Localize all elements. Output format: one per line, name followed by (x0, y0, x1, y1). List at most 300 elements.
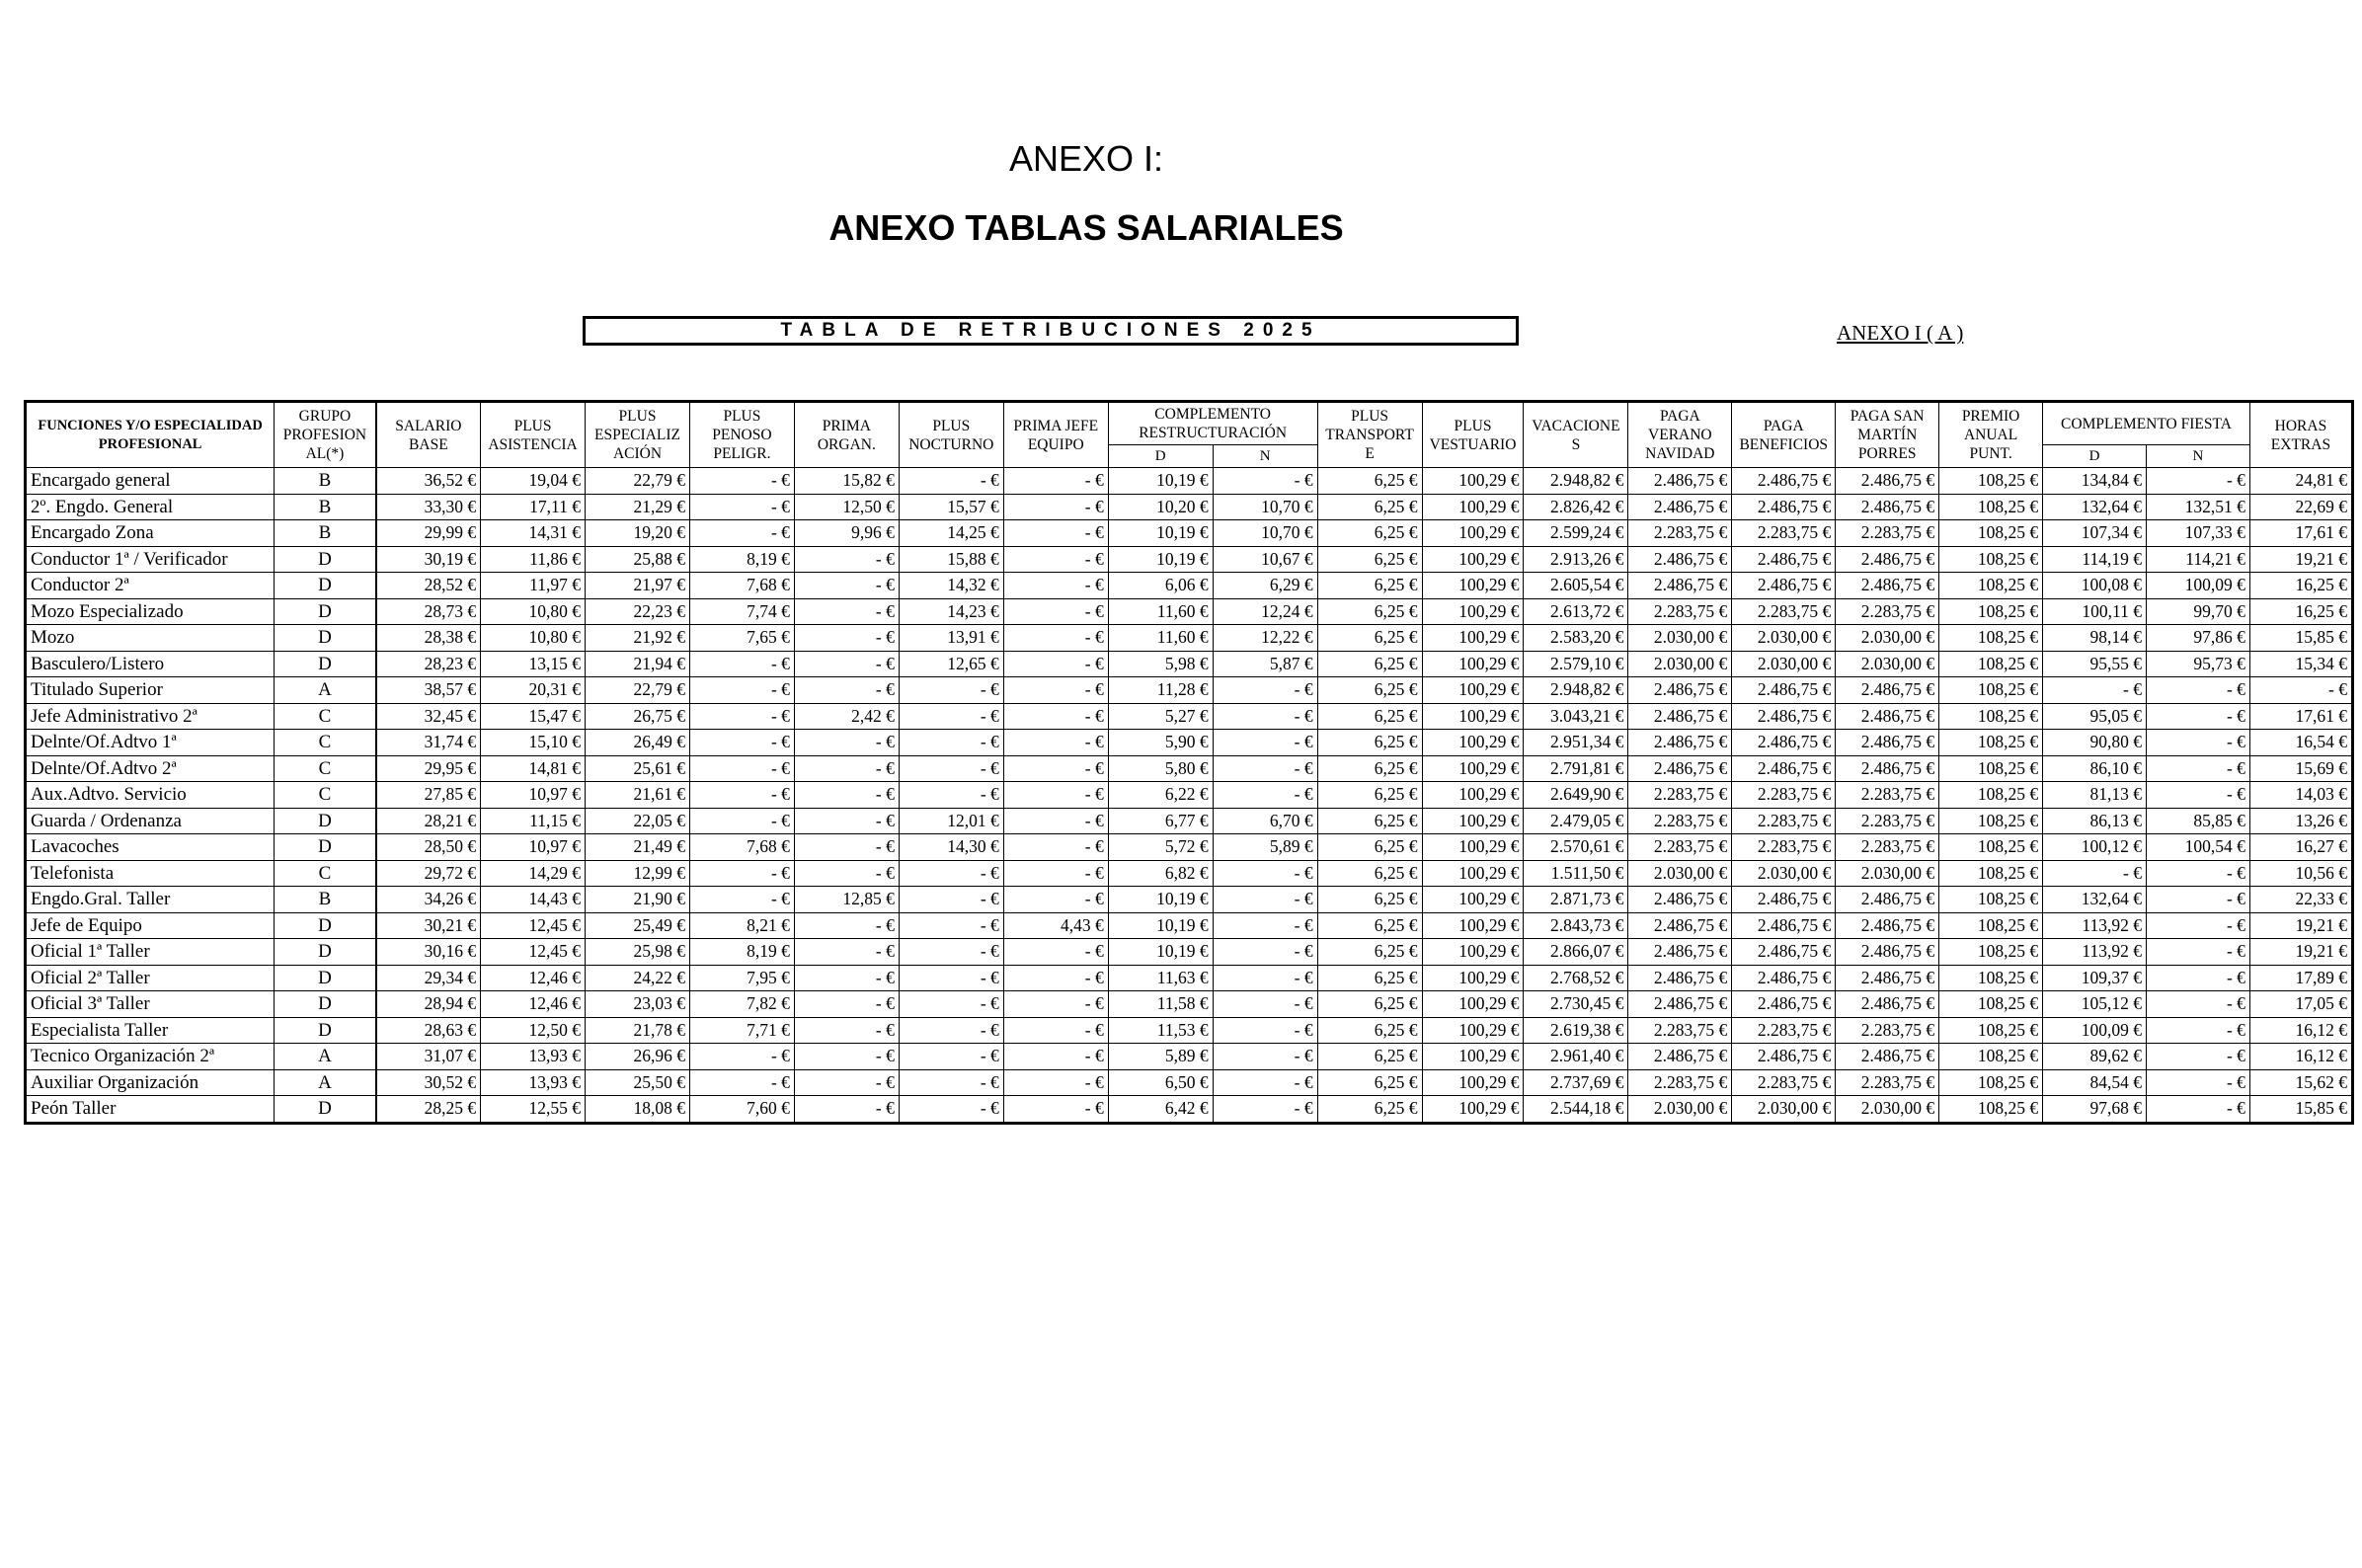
col-header-plus-vestuario: PLUS VESTUARIO (1422, 402, 1524, 468)
cell-value: 90,80 € (2043, 730, 2147, 756)
cell-value: 6,25 € (1317, 912, 1422, 939)
cell-value: - € (2146, 1044, 2249, 1070)
cell-value: 97,86 € (2146, 625, 2249, 652)
cell-value: 17,61 € (2249, 703, 2352, 730)
cell-value: 2.283,75 € (1836, 1017, 1939, 1044)
cell-grupo: D (275, 834, 376, 861)
cell-value: - € (2146, 965, 2249, 991)
table-row (26, 755, 2353, 782)
cell-value: 100,29 € (1422, 755, 1524, 782)
cell-value: 2.283,75 € (1628, 520, 1732, 547)
cell-value: 2.030,00 € (1836, 625, 1939, 652)
cell-value: - € (794, 625, 899, 652)
cell-value: 6,06 € (1108, 573, 1213, 599)
cell-value: 2.030,00 € (1628, 1096, 1732, 1124)
cell-value: 24,22 € (586, 965, 690, 991)
cell-value: 86,13 € (2043, 808, 2147, 834)
col-header-paga-beneficios: PAGA BENEFICIOS (1732, 402, 1836, 468)
cell-funcion: Peón Taller (26, 1096, 275, 1124)
col-header-plus-nocturno: PLUS NOCTURNO (899, 402, 1003, 468)
cell-value: 89,62 € (2043, 1044, 2147, 1070)
cell-value: 14,43 € (481, 887, 586, 913)
cell-value: 2.283,75 € (1732, 598, 1836, 625)
cell-value: 2.486,75 € (1628, 755, 1732, 782)
cell-value: - € (794, 651, 899, 677)
cell-value: 11,28 € (1108, 677, 1213, 704)
cell-grupo: B (275, 520, 376, 547)
cell-value: - € (2146, 468, 2249, 495)
col-header-complemento-restructuracion: COMPLEMENTO RESTRUCTURACIÓN (1108, 402, 1317, 445)
cell-value: 2.486,75 € (1836, 730, 1939, 756)
table-row (26, 703, 2353, 730)
table-title-box: TABLA DE RETRIBUCIONES 2025 (583, 316, 1519, 346)
cell-value: 108,25 € (1939, 598, 2043, 625)
cell-value: 2.486,75 € (1628, 887, 1732, 913)
cell-value: - € (2146, 782, 2249, 809)
cell-value: 13,93 € (481, 1069, 586, 1096)
cell-value: 108,25 € (1939, 834, 2043, 861)
cell-value: 2.579,10 € (1524, 651, 1628, 677)
cell-value: 100,54 € (2146, 834, 2249, 861)
cell-value: 108,25 € (1939, 755, 2043, 782)
cell-value: 100,29 € (1422, 1017, 1524, 1044)
cell-value: 16,25 € (2249, 573, 2352, 599)
cell-value: - € (1003, 1017, 1108, 1044)
cell-value: 2.486,75 € (1732, 1044, 1836, 1070)
cell-value: 100,29 € (1422, 651, 1524, 677)
cell-value: 108,25 € (1939, 860, 2043, 887)
cell-value: 6,42 € (1108, 1096, 1213, 1124)
cell-value: 5,89 € (1108, 1044, 1213, 1070)
cell-value: 6,25 € (1317, 520, 1422, 547)
cell-value: 15,85 € (2249, 1096, 2352, 1124)
cell-grupo: A (275, 1044, 376, 1070)
cell-value: - € (1003, 965, 1108, 991)
cell-value: - € (689, 755, 794, 782)
cell-value: 14,03 € (2249, 782, 2352, 809)
cell-value: 6,25 € (1317, 755, 1422, 782)
cell-value: 2.948,82 € (1524, 677, 1628, 704)
cell-grupo: D (275, 546, 376, 573)
cell-value: - € (1213, 887, 1317, 913)
cell-value: 21,97 € (586, 573, 690, 599)
cell-value: 100,11 € (2043, 598, 2147, 625)
cell-value: 2.486,75 € (1628, 494, 1732, 520)
cell-value: 22,79 € (586, 468, 690, 495)
col-header-plus-penoso: PLUS PENOSO PELIGR. (689, 402, 794, 468)
cell-funcion: Oficial 1ª Taller (26, 939, 275, 966)
cell-value: - € (1003, 808, 1108, 834)
cell-value: 21,61 € (586, 782, 690, 809)
cell-value: - € (689, 860, 794, 887)
cell-value: - € (2146, 703, 2249, 730)
cell-value: 12,46 € (481, 991, 586, 1018)
cell-value: 2.486,75 € (1628, 939, 1732, 966)
cell-value: 2.030,00 € (1732, 1096, 1836, 1124)
cell-value: 21,29 € (586, 494, 690, 520)
cell-funcion: Encargado general (26, 468, 275, 495)
cell-value: 2.730,45 € (1524, 991, 1628, 1018)
cell-value: 2.486,75 € (1732, 730, 1836, 756)
cell-value: 6,25 € (1317, 703, 1422, 730)
cell-value: 2.283,75 € (1836, 834, 1939, 861)
cell-value: - € (2146, 1096, 2249, 1124)
cell-value: - € (899, 1044, 1003, 1070)
cell-value: 2.283,75 € (1836, 598, 1939, 625)
cell-value: 30,19 € (376, 546, 481, 573)
cell-value: - € (2146, 755, 2249, 782)
cell-grupo: B (275, 887, 376, 913)
cell-value: 2.030,00 € (1628, 625, 1732, 652)
cell-value: - € (689, 703, 794, 730)
cell-value: 108,25 € (1939, 991, 2043, 1018)
cell-value: - € (1003, 782, 1108, 809)
cell-value: 22,79 € (586, 677, 690, 704)
table-row (26, 468, 2353, 495)
cell-value: - € (899, 730, 1003, 756)
cell-value: 2.030,00 € (1628, 860, 1732, 887)
cell-value: 108,25 € (1939, 1017, 2043, 1044)
cell-value: - € (2043, 677, 2147, 704)
cell-value: - € (899, 703, 1003, 730)
cell-value: 2.486,75 € (1732, 468, 1836, 495)
cell-value: 21,94 € (586, 651, 690, 677)
cell-value: 30,16 € (376, 939, 481, 966)
cell-value: 108,25 € (1939, 625, 2043, 652)
cell-value: 14,23 € (899, 598, 1003, 625)
cell-value: 5,87 € (1213, 651, 1317, 677)
cell-value: 2.486,75 € (1628, 677, 1732, 704)
cell-value: 25,61 € (586, 755, 690, 782)
cell-value: 12,45 € (481, 912, 586, 939)
cell-value: - € (2146, 1017, 2249, 1044)
cell-value: 5,72 € (1108, 834, 1213, 861)
cell-value: 108,25 € (1939, 782, 2043, 809)
cell-value: 29,72 € (376, 860, 481, 887)
cell-value: 6,25 € (1317, 651, 1422, 677)
cell-value: 10,80 € (481, 598, 586, 625)
cell-value: - € (794, 860, 899, 887)
cell-value: 85,85 € (2146, 808, 2249, 834)
cell-value: 15,10 € (481, 730, 586, 756)
cell-value: 100,09 € (2146, 573, 2249, 599)
cell-value: 21,78 € (586, 1017, 690, 1044)
cell-funcion: Titulado Superior (26, 677, 275, 704)
cell-value: - € (1003, 939, 1108, 966)
cell-value: 16,54 € (2249, 730, 2352, 756)
cell-value: 2.479,05 € (1524, 808, 1628, 834)
cell-value: 28,52 € (376, 573, 481, 599)
cell-value: 5,90 € (1108, 730, 1213, 756)
cell-value: 2.283,75 € (1732, 1069, 1836, 1096)
cell-value: 12,50 € (481, 1017, 586, 1044)
cell-value: - € (689, 808, 794, 834)
col-header-paga-verano-navidad: PAGA VERANO NAVIDAD (1628, 402, 1732, 468)
cell-value: - € (1213, 730, 1317, 756)
cell-value: 100,12 € (2043, 834, 2147, 861)
col-header-complemento-fiesta: COMPLEMENTO FIESTA (2043, 402, 2250, 445)
cell-value: - € (1003, 834, 1108, 861)
cell-value: 22,23 € (586, 598, 690, 625)
cell-value: 108,25 € (1939, 494, 2043, 520)
cell-value: 108,25 € (1939, 887, 2043, 913)
cell-value: 10,67 € (1213, 546, 1317, 573)
cell-value: 12,01 € (899, 808, 1003, 834)
cell-value: 2.486,75 € (1732, 939, 1836, 966)
cell-value: - € (1003, 468, 1108, 495)
cell-value: 15,57 € (899, 494, 1003, 520)
cell-value: 15,82 € (794, 468, 899, 495)
col-header-premio-anual: PREMIO ANUAL PUNT. (1939, 402, 2043, 468)
cell-value: 15,62 € (2249, 1069, 2352, 1096)
cell-value: 2.486,75 € (1628, 912, 1732, 939)
cell-grupo: D (275, 651, 376, 677)
cell-value: 10,19 € (1108, 939, 1213, 966)
cell-value: - € (1213, 991, 1317, 1018)
table-row (26, 887, 2353, 913)
cell-value: - € (899, 755, 1003, 782)
cell-value: 86,10 € (2043, 755, 2147, 782)
table-row (26, 808, 2353, 834)
cell-value: 84,54 € (2043, 1069, 2147, 1096)
cell-value: 2.283,75 € (1732, 520, 1836, 547)
cell-value: 108,25 € (1939, 703, 2043, 730)
cell-value: 13,26 € (2249, 808, 2352, 834)
cell-value: 100,29 € (1422, 573, 1524, 599)
cell-value: - € (794, 782, 899, 809)
cell-value: 3.043,21 € (1524, 703, 1628, 730)
cell-value: - € (1003, 755, 1108, 782)
cell-value: 2.486,75 € (1732, 494, 1836, 520)
cell-value: - € (1003, 860, 1108, 887)
cell-funcion: Delnte/Of.Adtvo 2ª (26, 755, 275, 782)
table-row (26, 1017, 2353, 1044)
cell-value: 14,29 € (481, 860, 586, 887)
cell-value: - € (689, 468, 794, 495)
cell-value: 11,15 € (481, 808, 586, 834)
cell-value: 6,25 € (1317, 965, 1422, 991)
cell-value: 2.486,75 € (1732, 546, 1836, 573)
cell-value: 6,25 € (1317, 1044, 1422, 1070)
cell-value: 108,25 € (1939, 573, 2043, 599)
cell-value: 2.486,75 € (1836, 939, 1939, 966)
cell-value: 100,29 € (1422, 1096, 1524, 1124)
table-row (26, 912, 2353, 939)
cell-value: 19,20 € (586, 520, 690, 547)
cell-value: 2.486,75 € (1836, 494, 1939, 520)
cell-value: - € (689, 887, 794, 913)
cell-value: 31,74 € (376, 730, 481, 756)
cell-value: 11,58 € (1108, 991, 1213, 1018)
cell-value: 10,97 € (481, 834, 586, 861)
cell-funcion: Engdo.Gral. Taller (26, 887, 275, 913)
cell-value: 2.486,75 € (1628, 730, 1732, 756)
cell-value: - € (689, 520, 794, 547)
cell-value: 11,53 € (1108, 1017, 1213, 1044)
cell-value: 8,19 € (689, 939, 794, 966)
cell-value: 10,97 € (481, 782, 586, 809)
cell-value: 29,95 € (376, 755, 481, 782)
cell-value: 100,29 € (1422, 730, 1524, 756)
cell-value: 2.486,75 € (1628, 703, 1732, 730)
cell-value: - € (2146, 991, 2249, 1018)
cell-value: 2.486,75 € (1732, 703, 1836, 730)
cell-value: 6,25 € (1317, 1017, 1422, 1044)
cell-value: 12,55 € (481, 1096, 586, 1124)
cell-value: 2.283,75 € (1732, 1017, 1836, 1044)
cell-value: 5,80 € (1108, 755, 1213, 782)
table-row (26, 1096, 2353, 1124)
cell-value: - € (899, 677, 1003, 704)
cell-value: 15,85 € (2249, 625, 2352, 652)
cell-value: - € (794, 912, 899, 939)
cell-value: 132,51 € (2146, 494, 2249, 520)
cell-value: 108,25 € (1939, 912, 2043, 939)
subheader-fiesta-d: D (2043, 445, 2147, 468)
cell-grupo: D (275, 939, 376, 966)
cell-value: 2.948,82 € (1524, 468, 1628, 495)
table-body (26, 468, 2353, 1124)
col-header-paga-san-martin: PAGA SAN MARTÍN PORRES (1836, 402, 1939, 468)
cell-value: - € (2146, 912, 2249, 939)
cell-value: - € (2249, 677, 2352, 704)
cell-value: 7,68 € (689, 573, 794, 599)
cell-value: 7,68 € (689, 834, 794, 861)
cell-value: 26,96 € (586, 1044, 690, 1070)
cell-value: 10,80 € (481, 625, 586, 652)
cell-value: - € (689, 677, 794, 704)
table-row (26, 1044, 2353, 1070)
cell-value: 2.030,00 € (1732, 860, 1836, 887)
cell-value: 2,42 € (794, 703, 899, 730)
cell-value: 100,29 € (1422, 887, 1524, 913)
cell-value: - € (899, 939, 1003, 966)
cell-funcion: Telefonista (26, 860, 275, 887)
cell-value: - € (899, 965, 1003, 991)
cell-value: 1.511,50 € (1524, 860, 1628, 887)
cell-value: 8,19 € (689, 546, 794, 573)
cell-value: 2.486,75 € (1836, 991, 1939, 1018)
cell-value: - € (1003, 730, 1108, 756)
cell-value: 81,13 € (2043, 782, 2147, 809)
col-header-grupo: GRUPO PROFESION AL(*) (275, 402, 376, 468)
cell-value: - € (2146, 1069, 2249, 1096)
cell-value: - € (794, 546, 899, 573)
cell-value: 2.605,54 € (1524, 573, 1628, 599)
cell-value: 2.283,75 € (1628, 782, 1732, 809)
cell-value: - € (899, 887, 1003, 913)
table-row (26, 965, 2353, 991)
cell-value: 100,29 € (1422, 991, 1524, 1018)
cell-value: 2.486,75 € (1732, 912, 1836, 939)
cell-value: 100,29 € (1422, 808, 1524, 834)
cell-funcion: Guarda / Ordenanza (26, 808, 275, 834)
cell-grupo: C (275, 703, 376, 730)
cell-value: 28,94 € (376, 991, 481, 1018)
cell-value: - € (1213, 1096, 1317, 1124)
cell-grupo: D (275, 1017, 376, 1044)
cell-value: 6,25 € (1317, 782, 1422, 809)
cell-value: 100,29 € (1422, 1044, 1524, 1070)
cell-funcion: Mozo (26, 625, 275, 652)
cell-value: 28,73 € (376, 598, 481, 625)
cell-value: 4,43 € (1003, 912, 1108, 939)
cell-value: 13,91 € (899, 625, 1003, 652)
cell-value: - € (1003, 1044, 1108, 1070)
annex-reference: ANEXO I ( A ) (1837, 321, 1964, 345)
cell-value: - € (794, 1096, 899, 1124)
cell-value: - € (794, 939, 899, 966)
cell-grupo: C (275, 860, 376, 887)
cell-funcion: Jefe de Equipo (26, 912, 275, 939)
cell-value: 21,49 € (586, 834, 690, 861)
cell-grupo: B (275, 494, 376, 520)
cell-grupo: B (275, 468, 376, 495)
cell-value: 10,56 € (2249, 860, 2352, 887)
cell-value: 2.486,75 € (1628, 1044, 1732, 1070)
cell-value: - € (794, 965, 899, 991)
cell-value: - € (1003, 573, 1108, 599)
cell-value: 2.737,69 € (1524, 1069, 1628, 1096)
salary-table (24, 400, 2354, 1125)
cell-value: 18,08 € (586, 1096, 690, 1124)
cell-value: 6,25 € (1317, 625, 1422, 652)
cell-value: - € (899, 1069, 1003, 1096)
table-row (26, 546, 2353, 573)
cell-value: 2.486,75 € (1628, 965, 1732, 991)
cell-value: 13,93 € (481, 1044, 586, 1070)
cell-value: 10,19 € (1108, 468, 1213, 495)
cell-value: 12,99 € (586, 860, 690, 887)
cell-value: 28,21 € (376, 808, 481, 834)
cell-value: - € (1003, 1069, 1108, 1096)
table-row (26, 730, 2353, 756)
cell-value: - € (2146, 730, 2249, 756)
cell-value: 6,25 € (1317, 887, 1422, 913)
cell-value: 100,29 € (1422, 494, 1524, 520)
cell-value: 6,50 € (1108, 1069, 1213, 1096)
cell-value: 6,29 € (1213, 573, 1317, 599)
table-header (26, 402, 2353, 468)
cell-funcion: 2º. Engdo. General (26, 494, 275, 520)
cell-value: 23,03 € (586, 991, 690, 1018)
col-header-funciones: FUNCIONES Y/O ESPECIALIDAD PROFESIONAL (26, 402, 275, 468)
cell-value: 6,25 € (1317, 834, 1422, 861)
cell-value: 100,29 € (1422, 1069, 1524, 1096)
table-row (26, 573, 2353, 599)
cell-value: 2.486,75 € (1628, 546, 1732, 573)
cell-value: 7,74 € (689, 598, 794, 625)
cell-value: 30,52 € (376, 1069, 481, 1096)
cell-value: 2.486,75 € (1628, 468, 1732, 495)
cell-value: - € (1213, 912, 1317, 939)
cell-value: 12,22 € (1213, 625, 1317, 652)
cell-value: 25,88 € (586, 546, 690, 573)
cell-funcion: Delnte/Of.Adtvo 1ª (26, 730, 275, 756)
cell-grupo: D (275, 912, 376, 939)
cell-value: 15,34 € (2249, 651, 2352, 677)
cell-value: 2.871,73 € (1524, 887, 1628, 913)
cell-value: 2.283,75 € (1836, 1069, 1939, 1096)
cell-value: 100,29 € (1422, 677, 1524, 704)
col-header-plus-transporte: PLUS TRANSPORT E (1317, 402, 1422, 468)
cell-value: 2.030,00 € (1836, 1096, 1939, 1124)
table-row (26, 651, 2353, 677)
cell-value: 17,05 € (2249, 991, 2352, 1018)
cell-funcion: Encargado Zona (26, 520, 275, 547)
cell-value: - € (1213, 1069, 1317, 1096)
cell-value: 7,82 € (689, 991, 794, 1018)
